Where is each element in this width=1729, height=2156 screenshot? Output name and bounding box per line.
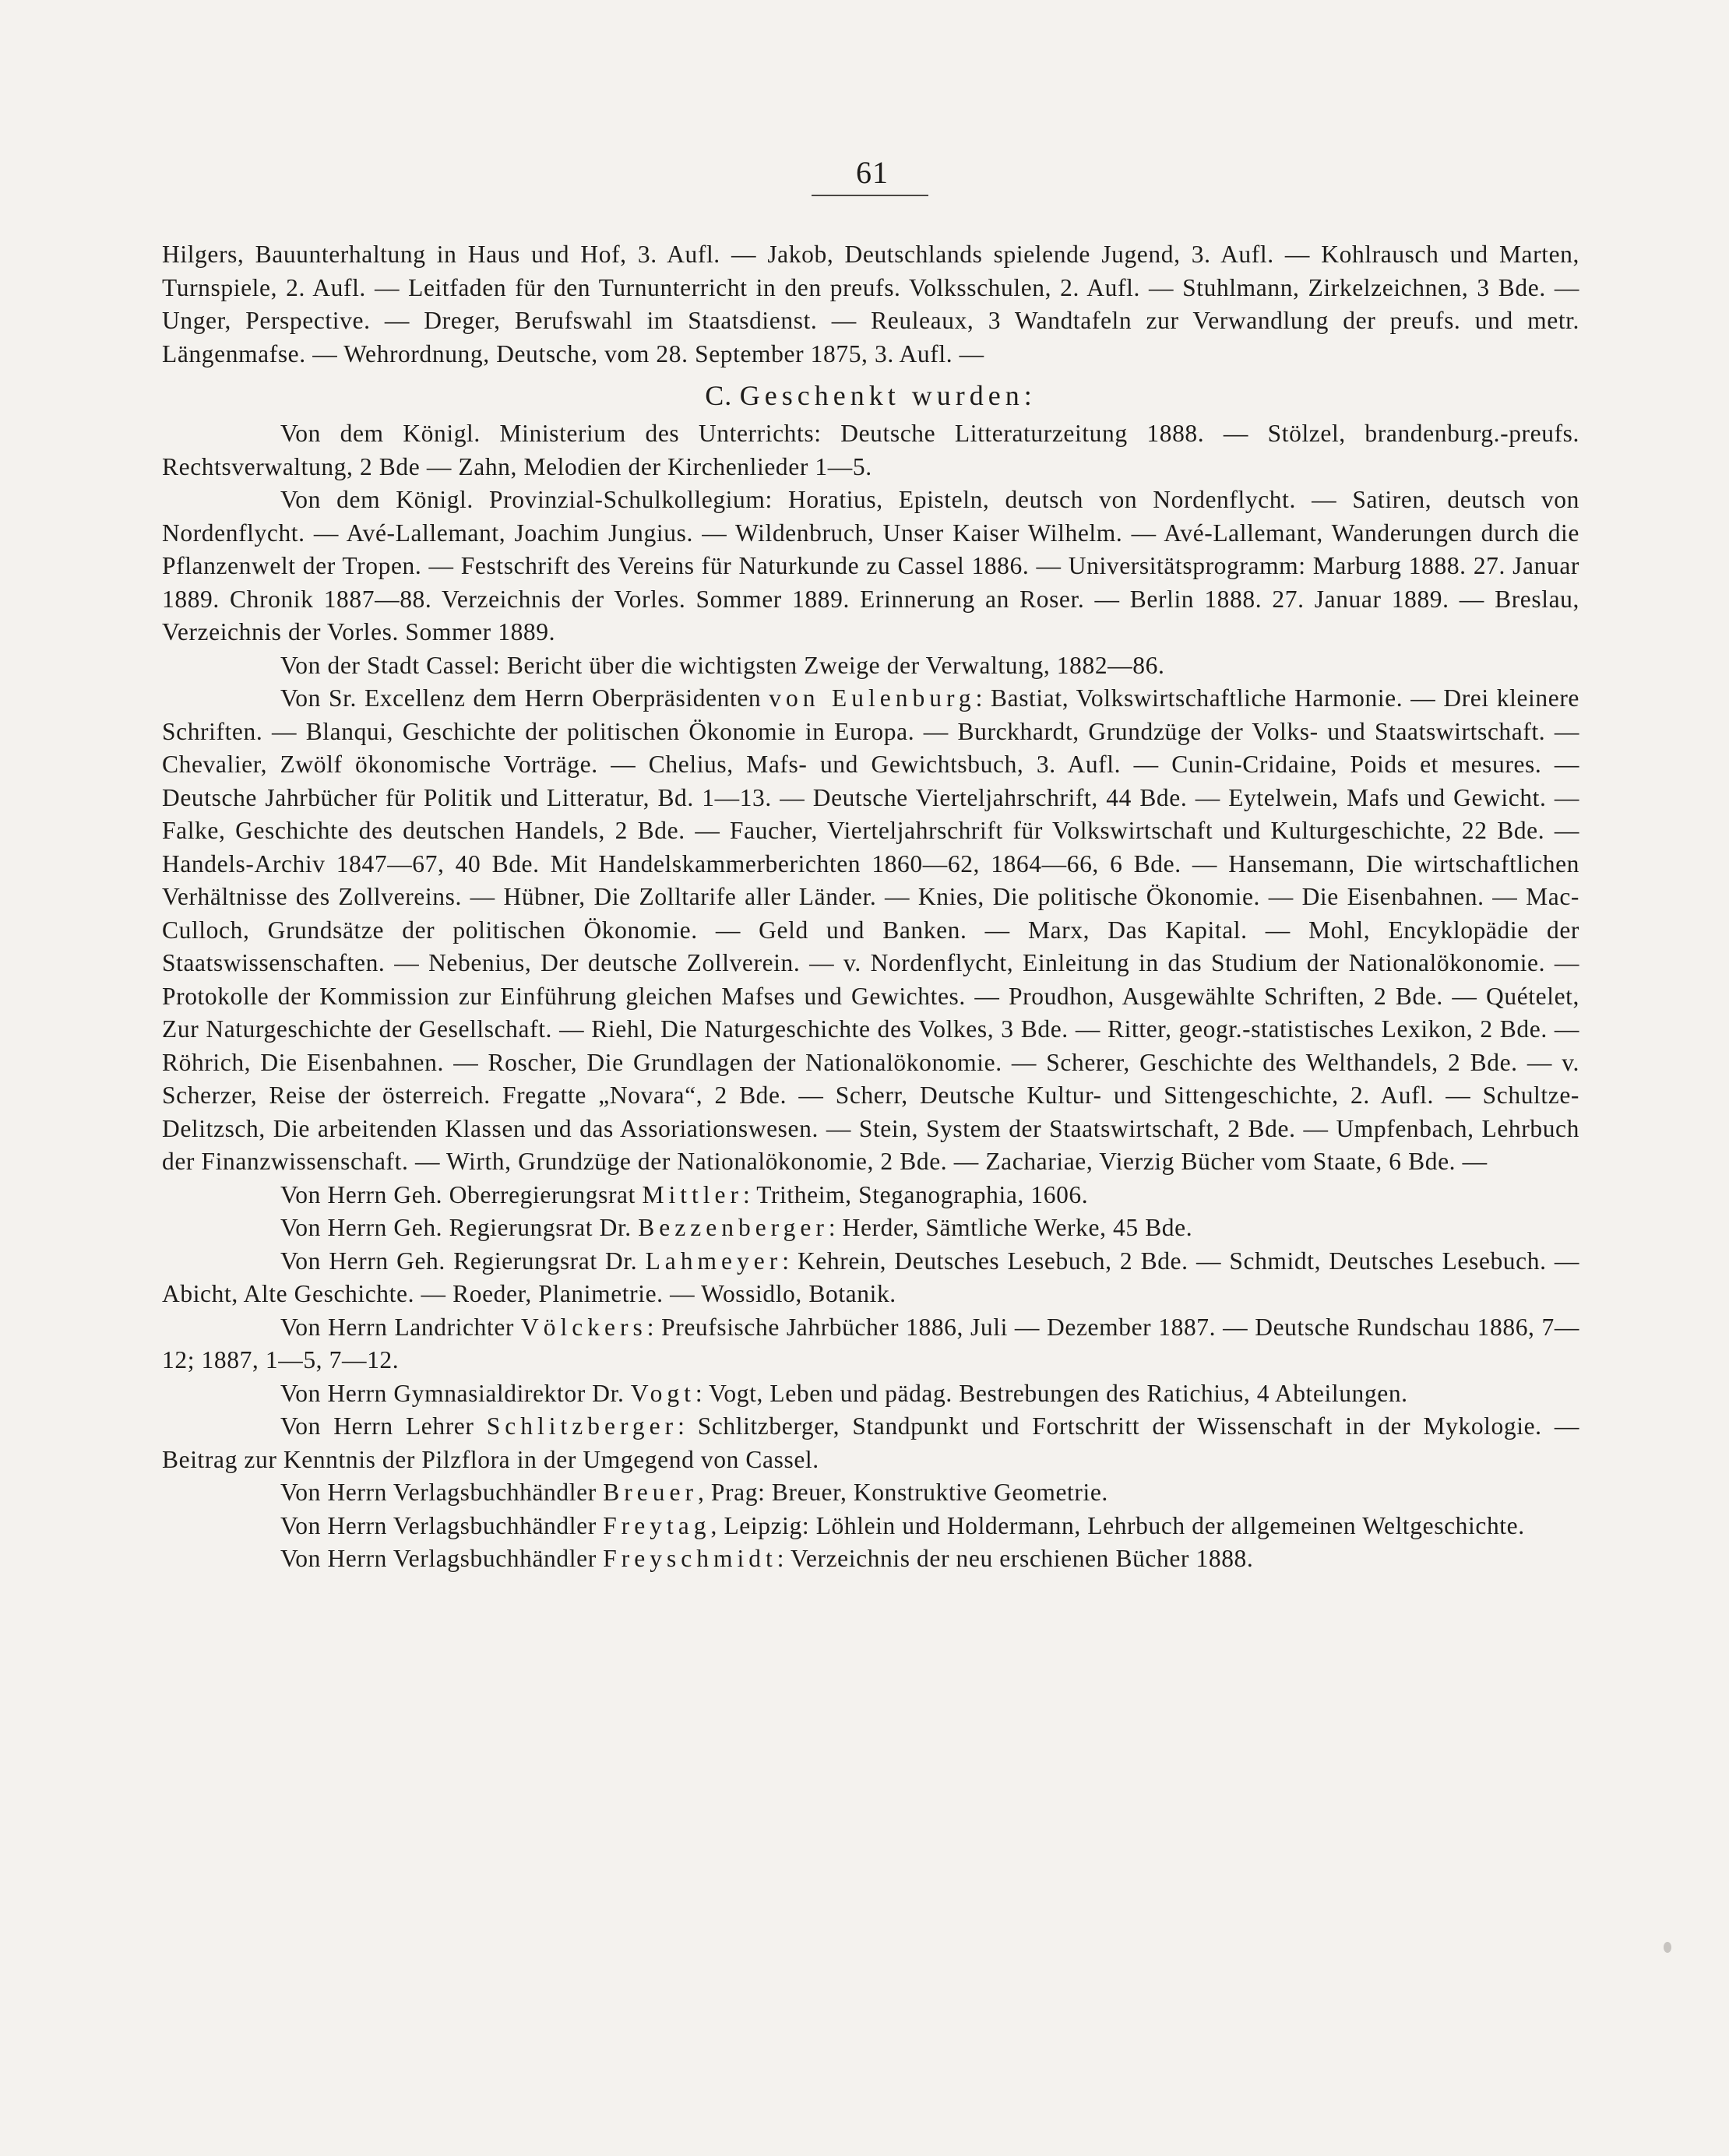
donor-name: Freytag bbox=[603, 1511, 711, 1539]
donation-items: Kehrein, Deutsches Lesebuch, 2 Bde. — Schmidt, Deutsches Lesebuch. — Abicht, Alte Geschichte. — Roeder, Planimetrie. — Wossidlo, Botanik. bbox=[162, 1247, 1579, 1307]
section-title: Geschenkt wurden: bbox=[739, 380, 1037, 411]
donation-items: Löhlein und Holdermann, Lehrbuch der allgemeinen Weltgeschichte. bbox=[809, 1511, 1525, 1539]
donor-separator: : bbox=[828, 1214, 836, 1241]
donation-items: Schlitzberger, Standpunkt und Fortschritt der Wissenschaft in der Mykologie. — Beitrag zur Kenntnis der Pilzflora in der Umgegend von Cassel. bbox=[162, 1412, 1579, 1473]
donor-separator: : bbox=[646, 1313, 655, 1341]
donor-name: Lahmeyer bbox=[645, 1247, 783, 1275]
donor: Von der Stadt Cassel: bbox=[280, 651, 501, 679]
donor-separator: : bbox=[776, 1545, 785, 1572]
page-number-rule bbox=[812, 195, 928, 196]
donor-separator: : bbox=[975, 684, 983, 712]
donor: Von Herrn Geh. Regierungsrat Dr. bbox=[280, 1247, 638, 1275]
donation-entry bbox=[162, 649, 1579, 683]
donor: Von Herrn Verlagsbuchhändler bbox=[280, 1545, 597, 1572]
donor: Von Sr. Excellenz dem Herrn Oberpräsidenten bbox=[280, 684, 762, 712]
donation-items: Verzeichnis der neu erschienen Bücher 1888. bbox=[784, 1545, 1254, 1572]
donor-name: Völckers bbox=[521, 1313, 647, 1341]
donation-entry bbox=[162, 1476, 1579, 1510]
donor: Von Herrn Lehrer bbox=[280, 1412, 474, 1440]
donor-separator: : bbox=[695, 1379, 703, 1407]
donation-items: Deutsche Litteraturzeitung 1888. — Stölzel, brandenburg.-preufs. Rechtsverwaltung, 2 Bde — Zahn, Melodien der Kirchenlieder 1—5. bbox=[162, 420, 1579, 480]
donor-separator: : bbox=[678, 1412, 685, 1440]
donation-items: Vogt, Leben und pädag. Bestrebungen des Ratichius, 4 Abteilungen. bbox=[703, 1379, 1408, 1407]
section-letter: C. bbox=[705, 380, 733, 411]
donation-entry bbox=[162, 1179, 1579, 1212]
donation-entry bbox=[162, 1510, 1579, 1543]
donor: Von dem Königl. Provinzial-Schulkollegium: bbox=[280, 486, 773, 513]
donation-items: Preufsische Jahrbücher 1886, Juli — Dezember 1887. — Deutsche Rundschau 1886, 7—12; 1887, 1—5, 7—12. bbox=[162, 1313, 1579, 1373]
page-number: 61 bbox=[856, 155, 889, 190]
donation-entry bbox=[162, 484, 1579, 649]
donation-entry bbox=[162, 1542, 1579, 1576]
donation-items: Horatius, Episteln, deutsch von Nordenflycht. — Satiren, deutsch von Nordenflycht. — Avé-Lallemant, Joachim Jungius. — Wildenbruch, Unser Kaiser Wilhelm. — Avé-Lallemant, Wanderungen durch die Pflanzenwelt der Tropen. — Festschrift des Vereins für Naturkunde zu Cassel 1886. — Universitätsprogramm: Marburg 1888. 27. Januar 1889. Chronik 1887—88. Verzeichnis der Vorles. Sommer 1889. Erinnerung an Roser. — Berlin 1888. 27. Januar 1889. — Breslau, Verzeichnis der Vorles. Sommer 1889. bbox=[162, 486, 1579, 645]
donor-separator: : bbox=[782, 1247, 790, 1275]
donor: Von dem Königl. Ministerium des Unterrichts: bbox=[280, 420, 822, 447]
donation-entry bbox=[162, 1212, 1579, 1245]
donor-name: Freyschmidt bbox=[603, 1545, 777, 1572]
donation-items: Bastiat, Volkswirtschaftliche Harmonie. — Drei kleinere Schriften. — Blanqui, Geschichte der politischen Ökonomie in Europa. — Burckhardt, Grundzüge der Volks- und Staatswirtschaft. — Chevalier, Zwölf ökonomische Vorträge. — Chelius, Mafs- und Gewichtsbuch, 3. Aufl. — Cunin-Cridaine, Poids et mesures. — Deutsche Jahrbücher für Politik und Litteratur, Bd. 1—13. — Deutsche Vierteljahrschrift, 44 Bde. — Eytelwein, Mafs und Gewicht. — Falke, Geschichte des deutschen Handels, 2 Bde. — Faucher, Vierteljahrschrift für Volkswirtschaft und Kulturgeschichte, 22 Bde. — Handels-Archiv 1847—67, 40 Bde. Mit Handelskammerberichten 1860—62, 1864—66, 6 Bde. — Hansemann, Die wirtschaftlichen Verhältnisse des Zollvereins. — Hübner, Die Zolltarife aller Länder. — Knies, Die politische Ökonomie. — Die Eisenbahnen. — Mac-Culloch, Grundsätze der politischen Ökonomie. — Geld und Banken. — Marx, Das Kapital. — Mohl, Encyklopädie der Staatswissenschaften. — Nebenius, Der deutsche Zollverein. — v. Nordenflycht, Einleitung in das Studium der Nationalökonomie. — Protokolle der Kommission zur Einführung gleichen Mafses und Gewichtes. — Proudhon, Ausgewählte Schriften, 2 Bde. — Quételet, Zur Naturgeschichte der Gesellschaft. — Riehl, Die Naturgeschichte des Volkes, 3 Bde. — Ritter, geogr.-statistisches Lexikon, 2 Bde. — Röhrich, Die Eisenbahnen. — Roscher, Die Grundlagen der Nationalökonomie. — Scherer, Geschichte des Welthandels, 2 Bde. — v. Scherzer, Reise der österreich. Fregatte „Novara“, 2 Bde. — Scherr, Deutsche Kultur- und Sittengeschichte, 2. Aufl. — Schultze-Delitzsch, Die arbeitenden Klassen und das Assoriationswesen. — Stein, System der Staatswirtschaft, 2 Bde. — Umpfenbach, Lehrbuch der Finanzwissenschaft. — Wirth, Grundzüge der Nationalökonomie, 2 Bde. — Zachariae, Vierzig Bücher vom Staate, 6 Bde. — bbox=[162, 684, 1579, 1175]
continuation-paragraph: Hilgers, Bauunterhaltung in Haus und Hof, 3. Aufl. — Jakob, Deutschlands spielende Jugend, 3. Aufl. — Kohlrausch und Marten, Turnspiele, 2. Aufl. — Leitfaden für den Turnunterricht in den preufs. Volksschulen, 2. Aufl. — Stuhlmann, Zirkelzeichnen, 3 Bde. — Unger, Perspective. — Dreger, Berufswahl im Staatsdienst. — Reuleaux, 3 Wandtafeln zur Verwandlung der preufs. und metr. Längenmafse. — Wehrordnung, Deutsche, vom 28. September 1875, 3. Aufl. — bbox=[162, 241, 1579, 368]
donation-entry bbox=[162, 1377, 1579, 1411]
donor: Von Herrn Verlagsbuchhändler bbox=[280, 1479, 597, 1506]
donor: Von Herrn Geh. Regierungsrat Dr. bbox=[280, 1214, 632, 1241]
donor: Von Herrn Geh. Oberregierungsrat bbox=[280, 1180, 636, 1208]
donor-separator: , Prag: bbox=[697, 1479, 766, 1506]
donor-separator: : bbox=[742, 1180, 751, 1208]
donor-separator: , Leipzig: bbox=[710, 1511, 810, 1539]
donation-items: Tritheim, Steganographia, 1606. bbox=[750, 1180, 1089, 1208]
donor-name: Breuer bbox=[603, 1479, 698, 1506]
paper-stain bbox=[1664, 1942, 1671, 1953]
donation-entry bbox=[162, 1410, 1579, 1476]
donor-name: Vogt bbox=[630, 1379, 695, 1407]
section-heading bbox=[162, 377, 1579, 414]
donor-name: Mittler bbox=[642, 1180, 743, 1208]
text-block bbox=[162, 238, 1579, 1576]
donation-entry bbox=[162, 1311, 1579, 1377]
donation-items: Breuer, Konstruktive Geometrie. bbox=[765, 1479, 1108, 1506]
donor-name: Bezzenberger bbox=[638, 1214, 829, 1241]
donor-name: von Eulenburg bbox=[769, 684, 976, 712]
donor-name: Schlitzberger bbox=[486, 1412, 678, 1440]
donation-entry bbox=[162, 682, 1579, 1179]
donation-entry bbox=[162, 417, 1579, 484]
donation-items: Bericht über die wichtigsten Zweige der Verwaltung, 1882—86. bbox=[500, 651, 1165, 679]
donation-items: Herder, Sämtliche Werke, 45 Bde. bbox=[836, 1214, 1193, 1241]
donor: Von Herrn Verlagsbuchhändler bbox=[280, 1511, 597, 1539]
donation-entry bbox=[162, 1245, 1579, 1311]
donor: Von Herrn Gymnasialdirektor Dr. bbox=[280, 1379, 625, 1407]
donor: Von Herrn Landrichter bbox=[280, 1313, 514, 1341]
